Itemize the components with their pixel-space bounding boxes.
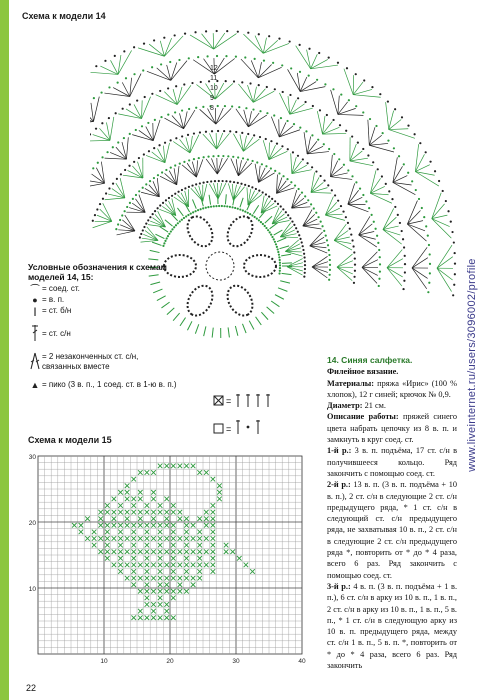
watermark: www.liveinternet.ru/users/3096002/profile xyxy=(466,258,478,472)
y-tick-label: 10 xyxy=(28,586,36,593)
diameter-paragraph: Диаметр: 21 см. xyxy=(327,401,386,411)
legend-item-chain: ● = в. п. xyxy=(28,295,178,305)
row-1-paragraph: 1-й р.: 3 в. п. подъёма, 17 ст. с/н в получившееся кольцо. Ряд закончить с помощью соед. ст. xyxy=(327,446,458,478)
page-number: 22 xyxy=(26,683,37,693)
scheme-15-filet-grid xyxy=(28,448,312,688)
x-tick-label: 20 xyxy=(166,658,174,665)
row-number: 11 xyxy=(210,75,218,82)
svg-text:=: = xyxy=(226,424,232,434)
article-text xyxy=(327,355,457,671)
dc-icon xyxy=(28,324,42,344)
legend-item-slip-stitch: ⌒ = соед. ст. xyxy=(28,284,178,294)
article-subheading: Филейное вязание. xyxy=(327,367,399,377)
legend-item-dc2tog: = 2 незаконченных ст. с/н, связанных вместе xyxy=(28,352,178,372)
row-number: 8 xyxy=(210,105,214,112)
materials-paragraph: Материалы: пряжа «Ирис» (100 % хлопок), 12 г синей; крючок № 0,9. xyxy=(327,378,457,399)
row-number: 9 xyxy=(210,95,214,102)
arc-icon: ⌒ xyxy=(30,284,40,294)
dot-icon: ● xyxy=(32,295,38,305)
legend-item-picot: ▲ = пико (3 в. п., 1 соед. ст. в 1-ю в. п.) xyxy=(28,380,178,390)
legend xyxy=(28,262,178,391)
x-tick-label: 30 xyxy=(232,658,240,665)
y-tick-label: 30 xyxy=(28,454,36,461)
x-tick-label: 10 xyxy=(100,658,108,665)
legend-heading: Условные обозначения к схемам моделей 14, 15: xyxy=(28,262,167,282)
article-heading: 14. Синяя салфетка. xyxy=(327,355,413,365)
y-tick-label: 20 xyxy=(28,520,36,527)
description-paragraph: Описание работы: пряжей синего цвета набрать цепочку из 8 в. п. и замкнуть в круг соед. ст. xyxy=(327,412,458,445)
scheme-15-title: Схема к модели 15 xyxy=(28,435,112,445)
row-number: 12 xyxy=(210,65,218,72)
scheme-14-title: Схема к модели 14 xyxy=(22,11,106,21)
row-3-paragraph: 3-й р.: 4 в. п. (3 в. п. подъёма + 1 в. п.), 6 ст. с/н в арку из 10 в. п., 1 в. п., 2 ст. с/н в арку из 10 в. п., 1 в. п., 5 в. п., * 1 ст. с/н в следующую арку из 10 в. п. предыдущего ряда, между ст. с/н 1 в. п., 5 в. п. *, повторить от * до * 4 раза, всего 6 раз. Ряд закончить xyxy=(327,581,458,671)
row-2-paragraph: 2-й р.: 13 в. п. (3 в. п. подъёма + 10 в. п.), 2 ст. с/н в следующие 2 ст. с/н предыдущего ряда, * 1 ст. с/н в следующий ст. с/н предыдущего ряда, не захватывая 10 в. п., 2 ст. с/н в следующие 2 ст. с/н предыдущего ряда *, повторить от * до * 4 раза, всего 6 раз. Ряд закончить с помощью соед. ст. xyxy=(327,480,458,580)
filet-legend-symbols xyxy=(212,392,292,440)
legend-item-single-crochet: | = ст. б/н xyxy=(28,306,178,316)
stroke-icon: | xyxy=(33,306,37,316)
picot-icon: ▲ xyxy=(30,380,40,390)
row-number: 10 xyxy=(210,85,218,92)
x-tick-label: 40 xyxy=(298,658,306,665)
legend-item-double-crochet: = ст. с/н xyxy=(28,324,178,344)
page-accent-bar xyxy=(0,0,9,700)
svg-text:=: = xyxy=(226,396,232,406)
dc2tog-icon xyxy=(28,352,42,372)
